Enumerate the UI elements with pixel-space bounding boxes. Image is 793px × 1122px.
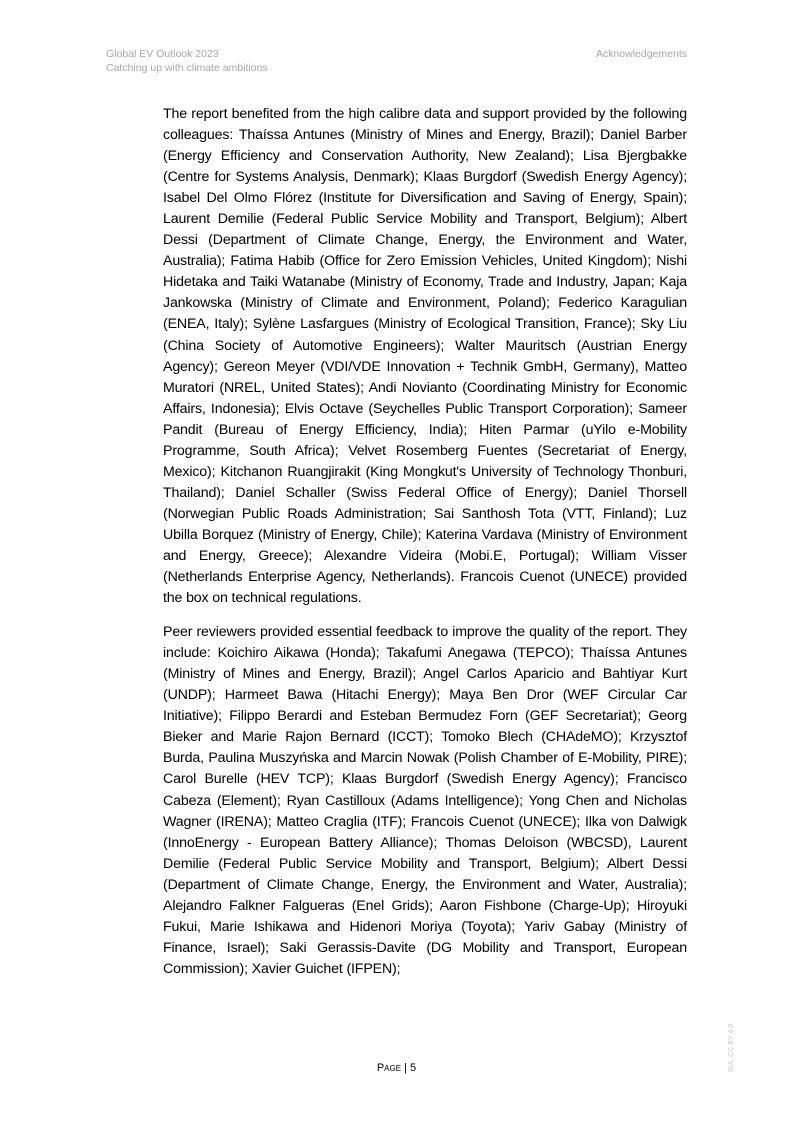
main-content <box>163 104 687 993</box>
running-header <box>106 47 268 75</box>
page-label: Page <box>376 1062 402 1074</box>
page-number: 5 <box>410 1062 417 1074</box>
page-separator: | <box>404 1062 407 1074</box>
acknowledgement-paragraph-peer-reviewers: Peer reviewers provided essential feedback to improve the quality of the report. They include: Koichiro Aikawa (Honda); Takafumi Anegawa (TEPCO); Thaíssa Antunes (Ministry of Mines and Energy, Brazil); Angel Carlos Aparicio and Bahtiyar Kurt (UNDP); Harmeet Bawa (Hitachi Energy); Maya Ben Dror (WEF Circular Car Initiative); Filippo Berardi and Esteban Bermudez Forn (GEF Secretariat); Georg Bieker and Marie Rajon Bernard (ICCT); Tomoko Blech (CHAdeMO); Krzysztof Burda, Paulina Muszyńska and Marcin Nowak (Polish Chamber of E-Mobility, PIRE); Carol Burelle (HEV TCP); Klaas Burgdorf (Swedish Energy Agency); Francisco Cabeza (Element); Ryan Castilloux (Adams Intelligence); Yong Chen and Nicholas Wagner (IRENA); Matteo Craglia (ITF); Francois Cuenot (UNECE); Ilka von Dalwigk (InnoEnergy - European Battery Alliance); Thomas Deloison (WBCSD), Laurent Demilie (Federal Public Service Mobility and Transport, Belgium); Albert Dessi (Department of Climate Change, Energy, the Environment and Water, Australia); Alejandro Falkner Falgueras (Enel Grids); Aaron Fishbone (Charge-Up); Hiroyuki Fukui, Marie Ishikawa and Hidenori Moriya (Toyota); Yariv Gabay (Ministry of Finance, Israel); Saki Gerassis-Davite (DG Mobility and Transport, European Commission); Xavier Guichet (IFPEN); <box>163 624 687 977</box>
page-footer <box>0 1061 793 1075</box>
license-notice: IEA. CC BY 4.0. <box>728 1021 735 1072</box>
report-subtitle: Catching up with climate ambitions <box>106 62 268 74</box>
report-title: Global EV Outlook 2023 <box>106 48 219 60</box>
section-title: Acknowledgements <box>595 48 687 60</box>
acknowledgement-paragraph-colleagues: The report benefited from the high calibre data and support provided by the following colleagues: Thaíssa Antunes (Ministry of Mines and Energy, Brazil); Daniel Barber (Energy Efficiency and Conservation Authority, New Zealand); Lisa Bjergbakke (Centre for Systems Analysis, Denmark); Klaas Burgdorf (Swedish Energy Agency); Isabel Del Olmo Flórez (Institute for Diversification and Saving of Energy, Spain); Laurent Demilie (Federal Public Service Mobility and Transport, Belgium); Albert Dessi (Department of Climate Change, Energy, the Environment and Water, Australia); Fatima Habib (Office for Zero Emission Vehicles, United Kingdom); Nishi Hidetaka and Taiki Watanabe (Ministry of Economy, Trade and Industry, Japan; Kaja Jankowska (Ministry of Climate and Environment, Poland); Federico Karagulian (ENEA, Italy); Sylène Lasfargues (Ministry of Ecological Transition, France); Sky Liu (China Society of Automotive Engineers); Walter Mauritsch (Austrian Energy Agency); Gereon Meyer (VDI/VDE Innovation + Technik GmbH, Germany), Matteo Muratori (NREL, United States); Andi Novianto (Coordinating Ministry for Economic Affairs, Indonesia); Elvis Octave (Seychelles Public Transport Corporation); Sameer Pandit (Bureau of Energy Efficiency, India); Hiten Parmar (uYilo e-Mobility Programme, South Africa); Velvet Rosemberg Fuentes (Secretariat of Energy, Mexico); Kitchanon Ruangjirakit (King Mongkut's University of Technology Thonburi, Thailand); Daniel Schaller (Swiss Federal Office of Energy); Daniel Thorsell (Norwegian Public Roads Administration; Sai Santhosh Tota (VTT, Finland); Luz Ubilla Borquez (Ministry of Energy, Chile); Katerina Vardava (Ministry of Environment and Energy, Greece); Alexandre Videira (Mobi.E, Portugal); William Visser (Netherlands Enterprise Agency, Netherlands). Francois Cuenot (UNECE) provided the box on technical regulations. <box>163 106 687 607</box>
